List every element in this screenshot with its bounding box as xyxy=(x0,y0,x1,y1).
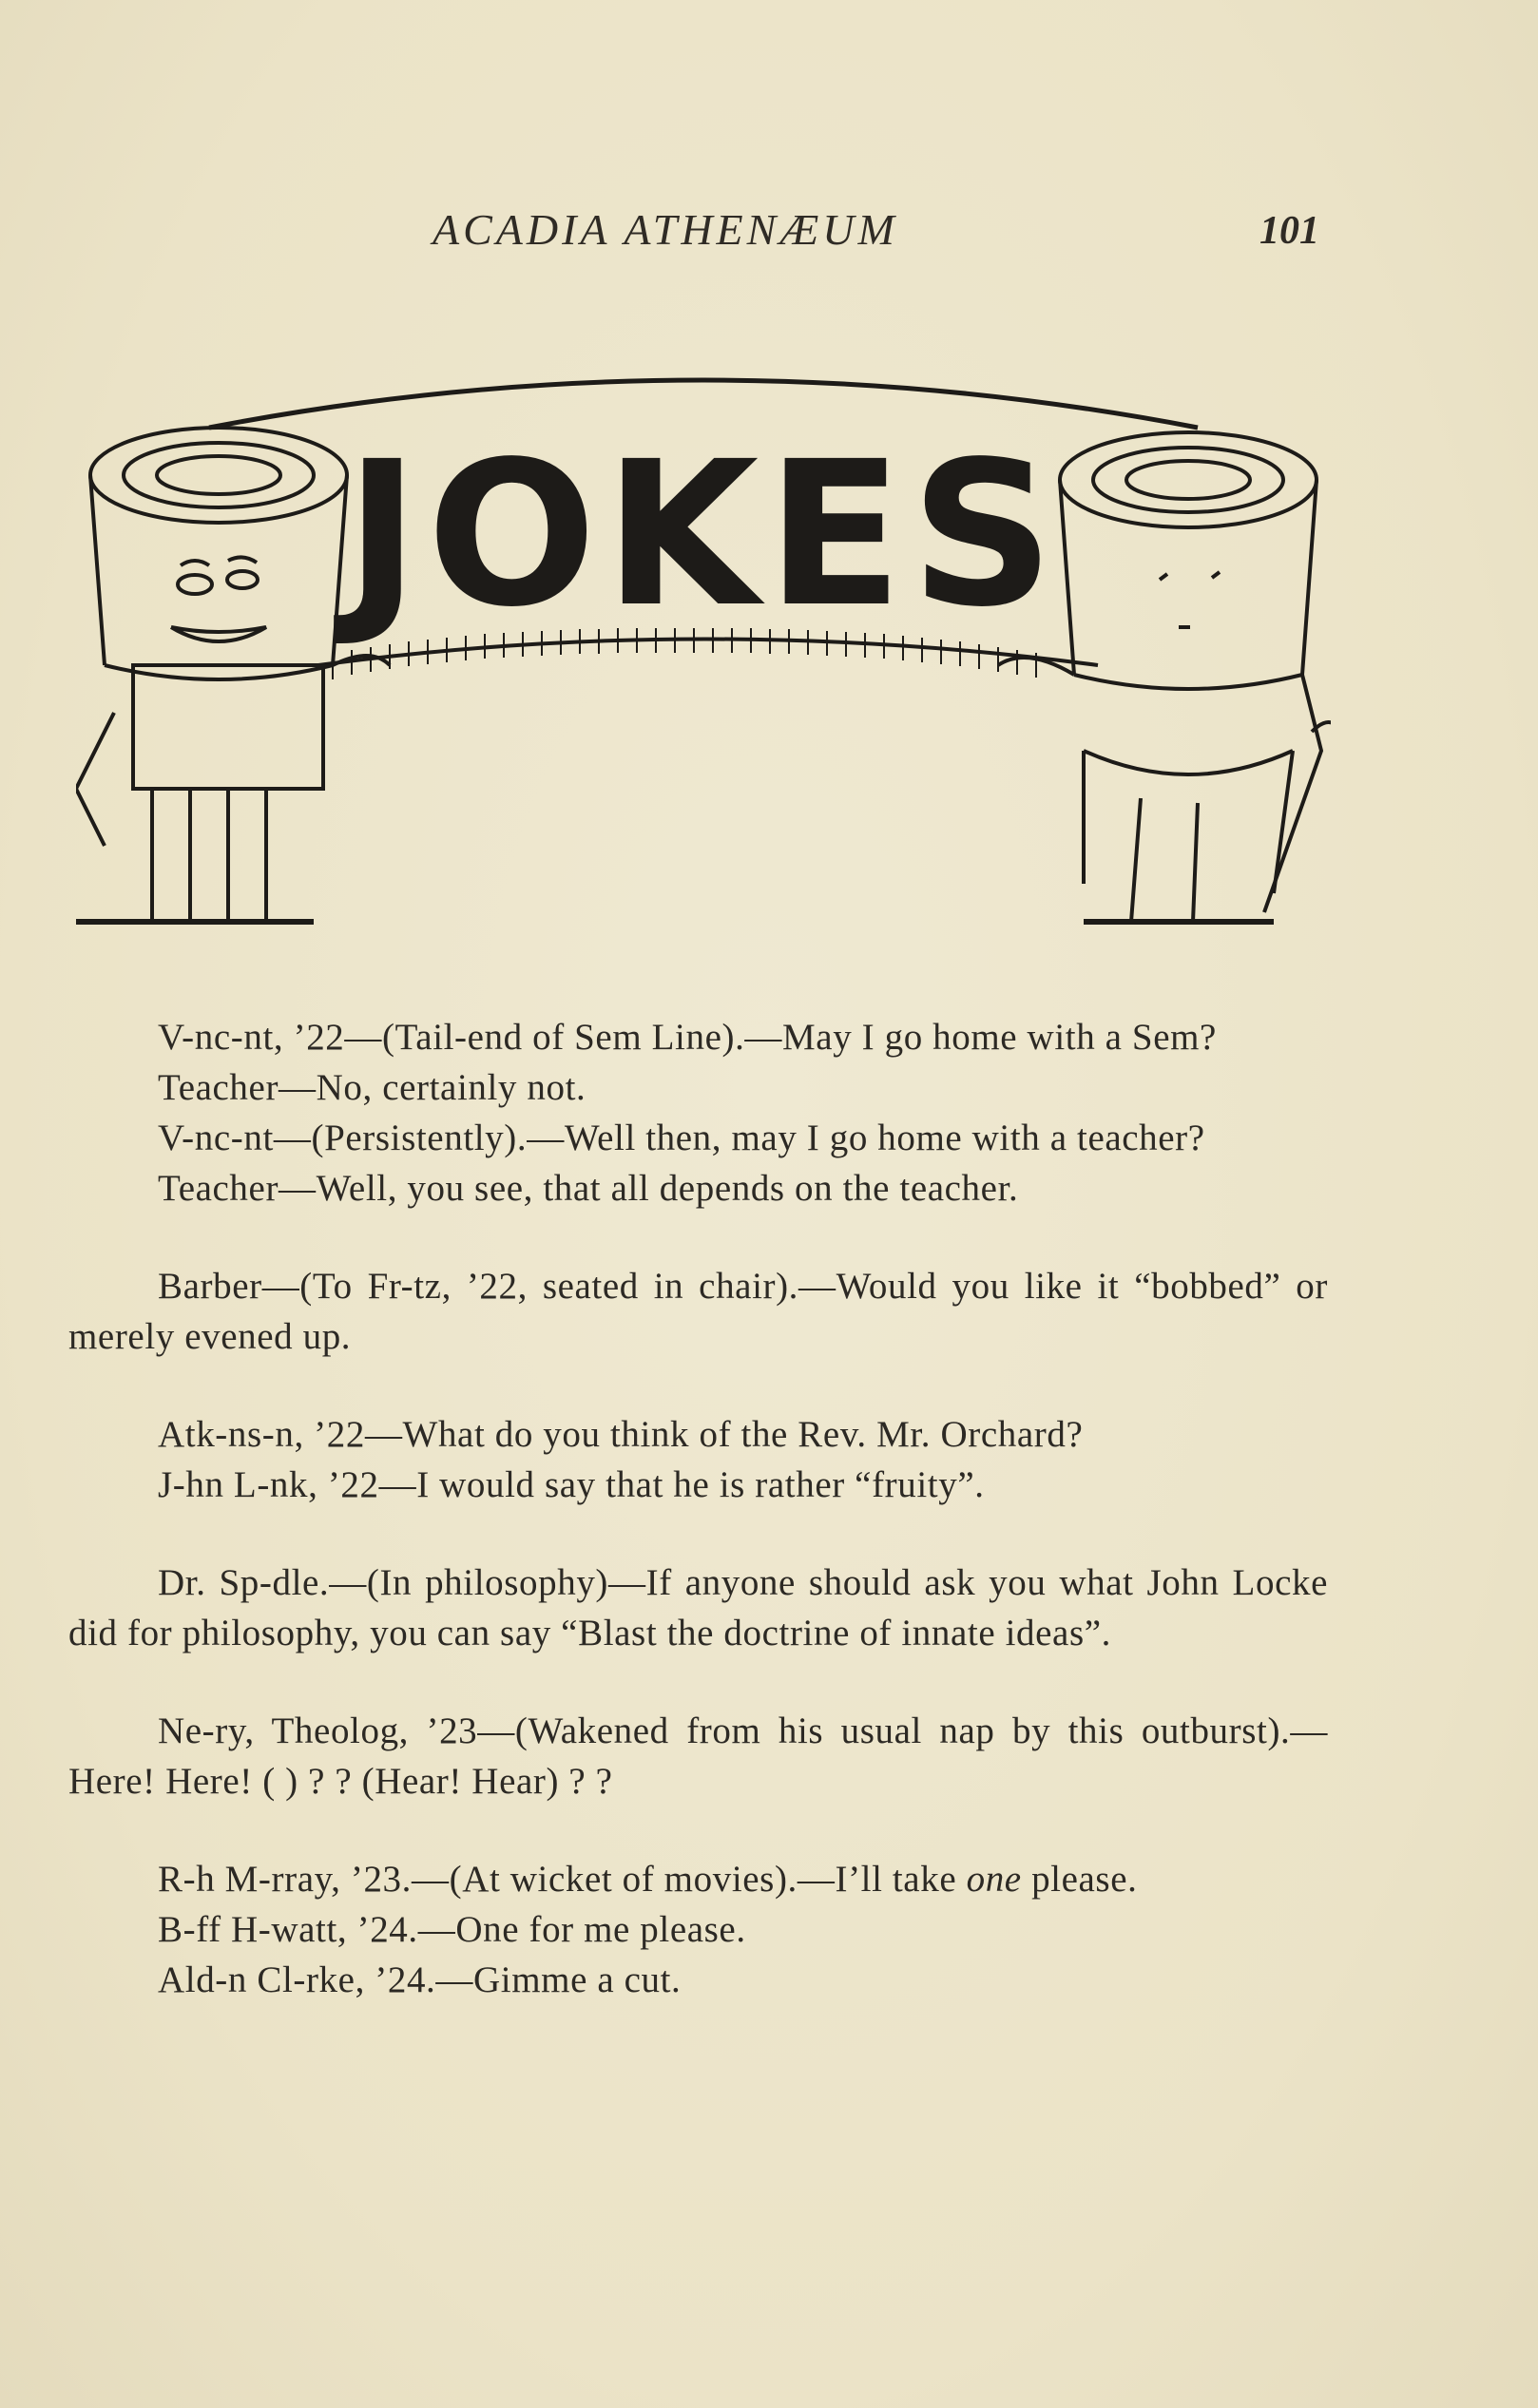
joke-4 xyxy=(68,1558,1328,1658)
banner-svg xyxy=(76,352,1331,941)
joke-line: Ne-ry, Theolog, ’23—(Wakened from his usual nap by this outburst).—Here! Here! ( ) ? ? (Hear! Hear) ? ? xyxy=(68,1710,1328,1802)
joke-line xyxy=(68,1854,1328,1904)
joke-text-emphasis: one xyxy=(966,1859,1022,1900)
running-header xyxy=(0,204,1538,271)
joke-line: V-nc-nt, ’22—(Tail-end of Sem Line).—May I go home with a Sem? xyxy=(158,1017,1217,1058)
joke-5 xyxy=(68,1706,1328,1806)
joke-line: Teacher—Well, you see, that all depends on the teacher. xyxy=(158,1168,1019,1209)
joke-line: J-hn L-nk, ’22—I would say that he is rather “fruity”. xyxy=(158,1464,985,1505)
joke-1 xyxy=(68,1012,1328,1214)
page-number: 101 xyxy=(1259,209,1319,253)
joke-text-before: R-h M-rray, ’23.—(At wicket of movies).—I’ll take xyxy=(158,1859,967,1900)
rolled-banner-left-character xyxy=(76,428,347,922)
joke-line: Barber—(To Fr-tz, ’22, seated in chair).—Would you like it “bobbed” or merely evened up. xyxy=(68,1266,1328,1357)
joke-2 xyxy=(68,1261,1328,1362)
joke-line: Atk-ns-n, ’22—What do you think of the Rev. Mr. Orchard? xyxy=(158,1414,1084,1455)
jokes-banner-illustration xyxy=(76,352,1331,941)
running-title: ACADIA ATHENÆUM xyxy=(433,205,898,254)
joke-text-after: please. xyxy=(1021,1859,1138,1900)
banner-word: JOKES xyxy=(344,418,1063,651)
joke-line: V-nc-nt—(Persistently).—Well then, may I go home with a teacher? xyxy=(158,1118,1205,1158)
joke-line: Ald-n Cl-rke, ’24.—Gimme a cut. xyxy=(158,1959,682,2000)
joke-line: B-ff H-watt, ’24.—One for me please. xyxy=(158,1909,746,1950)
joke-6 xyxy=(68,1854,1328,2005)
jokes-column xyxy=(68,1012,1328,2005)
joke-line: Teacher—No, certainly not. xyxy=(158,1067,586,1108)
joke-line: Dr. Sp-dle.—(In philosophy)—If anyone should ask you what John Locke did for philosophy, you can say “Blast the doctrine of innate ideas”. xyxy=(68,1562,1328,1653)
joke-3 xyxy=(68,1409,1328,1510)
